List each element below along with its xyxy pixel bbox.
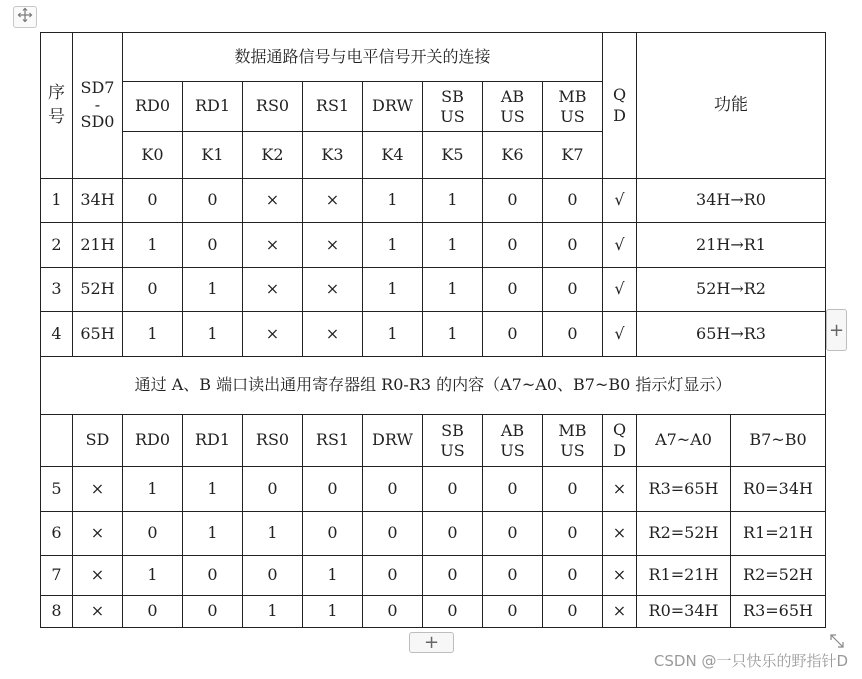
cell[interactable]: 0 [543,312,603,357]
section-title-row [41,357,826,415]
table-row [41,223,826,268]
cell[interactable]: × [603,512,637,556]
cell[interactable]: 0 [483,223,543,268]
header-sd-bottom: SD0 [80,111,115,131]
signal-cell[interactable]: RD1 [183,82,243,132]
signal-label: MBUS [558,421,587,460]
signal-cell[interactable]: RS1 [303,82,363,132]
cell[interactable]: √ [603,179,637,223]
cell[interactable]: R1=21H [731,512,826,556]
cell[interactable]: × [243,223,303,268]
switch-cell[interactable]: K7 [543,132,603,179]
cell[interactable]: R0=34H [731,467,826,512]
cell[interactable]: 0 [183,223,243,268]
table-row [41,268,826,312]
cell[interactable]: 0 [423,467,483,512]
cell[interactable]: 0 [543,268,603,312]
cell[interactable]: 21H [73,223,123,268]
cell[interactable]: × [73,556,123,596]
table-move-handle[interactable] [13,6,37,28]
add-column-button[interactable] [826,309,847,351]
cell[interactable]: √ [603,312,637,357]
table-row [41,179,826,223]
signal-label: SBUS [440,87,465,126]
header2-qd[interactable] [603,415,637,467]
cell[interactable]: 0 [363,596,423,628]
signal-cell[interactable]: RD1 [183,415,243,467]
signal-label: ABUS [500,421,525,460]
cell[interactable]: 1 [363,179,423,223]
cell[interactable]: 1 [123,467,183,512]
switch-cell[interactable]: K4 [363,132,423,179]
signal-cell[interactable]: RS1 [303,415,363,467]
signal-cell[interactable]: DRW [363,415,423,467]
table-row [41,596,826,628]
cell[interactable]: × [303,268,363,312]
signal-cell[interactable]: RD0 [123,415,183,467]
cell[interactable]: 1 [183,268,243,312]
cell[interactable]: 3 [41,268,73,312]
table-row [41,556,826,596]
cell[interactable]: 1 [363,312,423,357]
plus-icon: + [828,319,845,341]
cell[interactable]: √ [603,268,637,312]
cell[interactable]: × [243,179,303,223]
header-func[interactable]: 功能 [637,33,826,179]
cell[interactable]: 34H→R0 [637,179,826,223]
cell[interactable]: × [303,179,363,223]
cell[interactable]: 8 [41,596,73,628]
cell[interactable]: R2=52H [637,512,731,556]
cell[interactable]: 1 [41,179,73,223]
cell[interactable]: 0 [423,596,483,628]
header2-qd-label: QD [612,419,627,460]
signal-cell[interactable] [483,415,543,467]
signal-cell[interactable] [483,82,543,132]
cell[interactable]: 1 [423,179,483,223]
cell[interactable]: √ [603,223,637,268]
signal-cell[interactable] [543,82,603,132]
cell[interactable]: 0 [483,556,543,596]
cell[interactable]: 0 [363,556,423,596]
cell[interactable]: 0 [423,556,483,596]
signal-cell[interactable]: RS0 [243,82,303,132]
header2-seq[interactable] [41,415,73,467]
switch-cell[interactable]: K2 [243,132,303,179]
cell[interactable]: 1 [183,312,243,357]
cell[interactable]: R3=65H [731,596,826,628]
cell[interactable]: 0 [483,312,543,357]
header-row [41,33,826,82]
plus-icon: + [423,632,440,653]
table-row [41,512,826,556]
section-title[interactable]: 通过 A、B 端口读出通用寄存器组 R0-R3 的内容（A7~A0、B7~B0 指示灯显示） [41,357,826,415]
table-title[interactable]: 数据通路信号与电平信号开关的连接 [123,33,603,82]
cell[interactable]: 0 [483,512,543,556]
cell[interactable]: 0 [183,596,243,628]
cell[interactable]: 5 [41,467,73,512]
cell[interactable]: 0 [243,467,303,512]
cell[interactable]: 0 [483,268,543,312]
cell[interactable]: 0 [123,268,183,312]
cell[interactable]: 0 [123,179,183,223]
cell[interactable]: R2=52H [731,556,826,596]
cell[interactable]: 1 [363,268,423,312]
cell[interactable]: 0 [123,596,183,628]
cell[interactable]: 0 [183,179,243,223]
switch-cell[interactable]: K3 [303,132,363,179]
cell[interactable]: 1 [123,223,183,268]
cell[interactable]: 52H→R2 [637,268,826,312]
header-sd-top: SD7 [80,78,115,98]
header-row-2 [41,415,826,467]
signal-cell[interactable] [423,82,483,132]
signal-cell[interactable]: RD0 [123,82,183,132]
signal-cell[interactable]: RS0 [243,415,303,467]
cell[interactable]: 65H→R3 [637,312,826,357]
cell[interactable]: 0 [543,179,603,223]
signal-cell[interactable] [423,415,483,467]
cell[interactable]: × [603,467,637,512]
cell[interactable]: 21H→R1 [637,223,826,268]
cell[interactable]: 1 [183,467,243,512]
cell[interactable]: 0 [423,512,483,556]
cell[interactable]: 6 [41,512,73,556]
header-seq[interactable] [41,33,73,179]
header-sd[interactable] [73,33,123,179]
cell[interactable]: 0 [123,512,183,556]
cell[interactable]: 0 [483,596,543,628]
table-row [41,467,826,512]
cell[interactable]: 1 [123,312,183,357]
cell[interactable]: 1 [303,596,363,628]
header2-b[interactable]: B7~B0 [731,415,826,467]
header-qd-label: QD [612,84,627,125]
cell[interactable]: 34H [73,179,123,223]
cell[interactable]: 1 [303,556,363,596]
cell[interactable]: 1 [243,596,303,628]
cell[interactable]: 1 [243,512,303,556]
header-qd[interactable] [603,33,637,179]
cell[interactable]: 0 [483,179,543,223]
cell[interactable]: × [303,312,363,357]
cell[interactable]: 4 [41,312,73,357]
cell[interactable]: 0 [183,556,243,596]
header-sd-dash: - [94,95,101,115]
cell[interactable]: R0=34H [637,596,731,628]
move-arrows-icon [17,7,33,27]
cell[interactable]: 1 [423,268,483,312]
cell[interactable]: 0 [303,512,363,556]
switch-cell[interactable]: K5 [423,132,483,179]
cell[interactable]: × [303,223,363,268]
signal-cell[interactable] [543,415,603,467]
cell[interactable]: R1=21H [637,556,731,596]
cell[interactable]: × [73,512,123,556]
switch-cell[interactable]: K1 [183,132,243,179]
cell[interactable]: × [243,312,303,357]
header2-a[interactable]: A7~A0 [637,415,731,467]
header-seq-label: 序号 [48,82,65,127]
cell[interactable]: × [603,596,637,628]
signal-label: ABUS [500,87,525,126]
switch-cell[interactable]: K6 [483,132,543,179]
cell[interactable]: × [603,556,637,596]
cell[interactable]: 0 [543,596,603,628]
cell[interactable]: 65H [73,312,123,357]
cell[interactable]: 1 [423,223,483,268]
cell[interactable]: × [73,467,123,512]
watermark: CSDN @一只快乐的野指针D [653,652,848,670]
header2-sd[interactable]: SD [73,415,123,467]
cell[interactable]: 0 [543,223,603,268]
cell[interactable]: × [73,596,123,628]
signal-label: SBUS [440,421,465,460]
cell[interactable]: 0 [363,512,423,556]
signal-cell[interactable]: DRW [363,82,423,132]
cell[interactable]: 1 [423,312,483,357]
switch-cell[interactable]: K0 [123,132,183,179]
signal-label: MBUS [558,87,587,126]
cell[interactable]: R3=65H [637,467,731,512]
cell[interactable]: 1 [363,223,423,268]
cell[interactable]: 1 [123,556,183,596]
cell[interactable]: 0 [303,467,363,512]
cell[interactable]: 7 [41,556,73,596]
cell[interactable]: 0 [363,467,423,512]
cell[interactable]: × [243,268,303,312]
table-row [41,312,826,357]
cell[interactable]: 0 [543,512,603,556]
cell[interactable]: 2 [41,223,73,268]
cell[interactable]: 1 [183,512,243,556]
cell[interactable]: 0 [483,467,543,512]
cell[interactable]: 52H [73,268,123,312]
register-table [40,32,826,628]
cell[interactable]: 0 [243,556,303,596]
cell[interactable]: 0 [543,556,603,596]
add-row-button[interactable] [409,632,454,653]
cell[interactable]: 0 [543,467,603,512]
